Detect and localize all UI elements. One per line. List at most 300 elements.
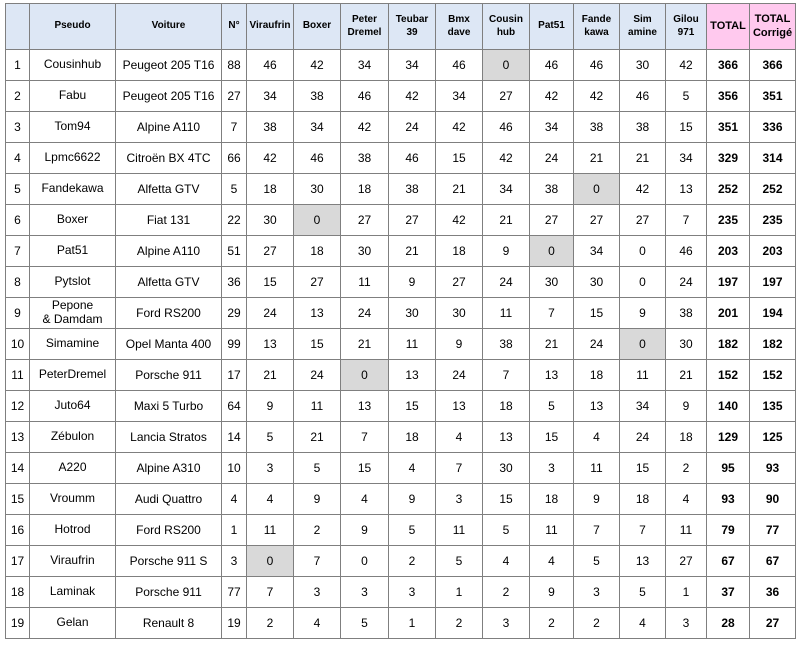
score-cell: 34 [620, 391, 666, 422]
score-cell: 4 [247, 484, 294, 515]
header-numero: N° [222, 4, 247, 50]
score-cell: 7 [483, 360, 530, 391]
score-cell: 1 [666, 577, 707, 608]
header-rank [6, 4, 30, 50]
total-corrige-cell: 77 [750, 515, 796, 546]
voiture-cell: Peugeot 205 T16 [116, 81, 222, 112]
total-corrige-cell: 252 [750, 174, 796, 205]
score-cell: 2 [294, 515, 341, 546]
table-body [6, 50, 796, 639]
score-cell: 30 [247, 205, 294, 236]
score-cell: 34 [666, 143, 707, 174]
score-cell: 3 [389, 577, 436, 608]
score-cell: 18 [620, 484, 666, 515]
score-cell: 11 [341, 267, 389, 298]
score-cell: 38 [389, 174, 436, 205]
score-cell: 11 [666, 515, 707, 546]
score-cell: 5 [666, 81, 707, 112]
score-cell: 42 [389, 81, 436, 112]
score-cell: 11 [389, 329, 436, 360]
total-corrige-cell: 36 [750, 577, 796, 608]
score-cell: 15 [530, 422, 574, 453]
table-row [6, 143, 796, 174]
score-cell: 2 [247, 608, 294, 639]
total-cell: 329 [707, 143, 750, 174]
pseudo-cell: Lpmc6622 [30, 143, 116, 174]
score-cell: 9 [247, 391, 294, 422]
total-corrige-cell: 203 [750, 236, 796, 267]
total-corrige-cell: 125 [750, 422, 796, 453]
pseudo-cell: Fabu [30, 81, 116, 112]
number-cell: 19 [222, 608, 247, 639]
number-cell: 10 [222, 453, 247, 484]
total-cell: 28 [707, 608, 750, 639]
score-cell: 21 [294, 422, 341, 453]
voiture-cell: Ford RS200 [116, 298, 222, 329]
voiture-cell: Maxi 5 Turbo [116, 391, 222, 422]
score-cell: 42 [294, 50, 341, 81]
score-cell: 5 [574, 546, 620, 577]
score-cell: 9 [389, 484, 436, 515]
score-cell: 7 [341, 422, 389, 453]
score-cell: 34 [341, 50, 389, 81]
score-cell: 0 [574, 174, 620, 205]
score-cell: 2 [389, 546, 436, 577]
number-cell: 29 [222, 298, 247, 329]
voiture-cell: Alpine A110 [116, 112, 222, 143]
score-cell: 24 [530, 143, 574, 174]
number-cell: 64 [222, 391, 247, 422]
rank-cell: 3 [6, 112, 30, 143]
number-cell: 22 [222, 205, 247, 236]
score-cell: 15 [247, 267, 294, 298]
voiture-cell: Alfetta GTV [116, 174, 222, 205]
header-gilou-971: Gilou 971 [666, 4, 707, 50]
total-cell: 366 [707, 50, 750, 81]
score-cell: 4 [436, 422, 483, 453]
number-cell: 66 [222, 143, 247, 174]
header-peter-dremel: Peter Dremel [341, 4, 389, 50]
score-cell: 46 [574, 50, 620, 81]
table-row [6, 81, 796, 112]
rank-cell: 12 [6, 391, 30, 422]
score-cell: 5 [620, 577, 666, 608]
score-cell: 24 [294, 360, 341, 391]
rank-cell: 4 [6, 143, 30, 174]
rank-cell: 7 [6, 236, 30, 267]
total-cell: 37 [707, 577, 750, 608]
score-cell: 7 [436, 453, 483, 484]
score-cell: 11 [436, 515, 483, 546]
score-cell: 30 [294, 174, 341, 205]
header-bmx-dave: Bmx dave [436, 4, 483, 50]
score-cell: 4 [389, 453, 436, 484]
score-cell: 38 [247, 112, 294, 143]
rank-cell: 2 [6, 81, 30, 112]
score-cell: 9 [574, 484, 620, 515]
score-cell: 42 [666, 50, 707, 81]
score-cell: 46 [294, 143, 341, 174]
score-cell: 18 [341, 174, 389, 205]
score-cell: 9 [620, 298, 666, 329]
score-cell: 27 [247, 236, 294, 267]
table-row [6, 577, 796, 608]
header-sim-amine: Sim amine [620, 4, 666, 50]
score-cell: 24 [483, 267, 530, 298]
voiture-cell: Alfetta GTV [116, 267, 222, 298]
score-cell: 1 [389, 608, 436, 639]
voiture-cell: Alpine A110 [116, 236, 222, 267]
score-cell: 46 [247, 50, 294, 81]
total-corrige-cell: 152 [750, 360, 796, 391]
score-cell: 7 [666, 205, 707, 236]
total-cell: 197 [707, 267, 750, 298]
score-cell: 13 [530, 360, 574, 391]
total-cell: 93 [707, 484, 750, 515]
score-cell: 24 [341, 298, 389, 329]
table-row [6, 329, 796, 360]
score-cell: 27 [341, 205, 389, 236]
score-cell: 46 [436, 50, 483, 81]
pseudo-cell: Pat51 [30, 236, 116, 267]
score-cell: 38 [574, 112, 620, 143]
score-cell: 0 [620, 236, 666, 267]
score-cell: 13 [483, 422, 530, 453]
score-cell: 0 [247, 546, 294, 577]
score-cell: 38 [530, 174, 574, 205]
total-corrige-cell: 182 [750, 329, 796, 360]
score-cell: 2 [666, 453, 707, 484]
score-cell: 0 [620, 267, 666, 298]
total-corrige-cell: 197 [750, 267, 796, 298]
score-cell: 15 [483, 484, 530, 515]
score-cell: 46 [620, 81, 666, 112]
score-cell: 4 [620, 608, 666, 639]
score-cell: 21 [530, 329, 574, 360]
score-cell: 11 [483, 298, 530, 329]
score-cell: 18 [436, 236, 483, 267]
number-cell: 51 [222, 236, 247, 267]
score-cell: 21 [247, 360, 294, 391]
score-cell: 13 [341, 391, 389, 422]
score-cell: 1 [436, 577, 483, 608]
table-row [6, 236, 796, 267]
header-total-corrige: TOTAL Corrigé [750, 4, 796, 50]
score-cell: 30 [666, 329, 707, 360]
score-cell: 3 [483, 608, 530, 639]
score-cell: 46 [483, 112, 530, 143]
score-cell: 5 [530, 391, 574, 422]
score-cell: 15 [666, 112, 707, 143]
table-row [6, 608, 796, 639]
score-cell: 11 [247, 515, 294, 546]
score-cell: 21 [666, 360, 707, 391]
total-cell: 182 [707, 329, 750, 360]
voiture-cell: Alpine A310 [116, 453, 222, 484]
number-cell: 1 [222, 515, 247, 546]
score-cell: 0 [530, 236, 574, 267]
voiture-cell: Lancia Stratos [116, 422, 222, 453]
total-corrige-cell: 235 [750, 205, 796, 236]
rank-cell: 14 [6, 453, 30, 484]
score-cell: 9 [294, 484, 341, 515]
score-cell: 0 [341, 546, 389, 577]
table-row [6, 205, 796, 236]
pseudo-cell: Gelan [30, 608, 116, 639]
score-cell: 38 [294, 81, 341, 112]
score-cell: 0 [341, 360, 389, 391]
score-cell: 18 [294, 236, 341, 267]
score-cell: 18 [483, 391, 530, 422]
header-teubar-39: Teubar 39 [389, 4, 436, 50]
total-cell: 203 [707, 236, 750, 267]
total-cell: 95 [707, 453, 750, 484]
table-row [6, 391, 796, 422]
rank-cell: 16 [6, 515, 30, 546]
score-cell: 3 [666, 608, 707, 639]
number-cell: 3 [222, 546, 247, 577]
score-cell: 30 [574, 267, 620, 298]
table-row [6, 174, 796, 205]
pseudo-cell: Viraufrin [30, 546, 116, 577]
pseudo-cell: Juto64 [30, 391, 116, 422]
header-total: TOTAL [707, 4, 750, 50]
score-cell: 15 [620, 453, 666, 484]
total-cell: 129 [707, 422, 750, 453]
table-row [6, 112, 796, 143]
score-cell: 42 [483, 143, 530, 174]
total-corrige-cell: 194 [750, 298, 796, 329]
score-cell: 38 [620, 112, 666, 143]
score-cell: 42 [341, 112, 389, 143]
voiture-cell: Peugeot 205 T16 [116, 50, 222, 81]
voiture-cell: Renault 8 [116, 608, 222, 639]
score-cell: 27 [483, 81, 530, 112]
rank-cell: 9 [6, 298, 30, 329]
score-cell: 42 [436, 112, 483, 143]
score-cell: 24 [574, 329, 620, 360]
header-viraufrin: Viraufrin [247, 4, 294, 50]
score-cell: 11 [620, 360, 666, 391]
total-corrige-cell: 314 [750, 143, 796, 174]
number-cell: 5 [222, 174, 247, 205]
score-cell: 13 [574, 391, 620, 422]
header-row [6, 4, 796, 50]
score-cell: 11 [530, 515, 574, 546]
number-cell: 14 [222, 422, 247, 453]
score-cell: 34 [436, 81, 483, 112]
total-cell: 79 [707, 515, 750, 546]
score-cell: 3 [530, 453, 574, 484]
table-row [6, 453, 796, 484]
score-cell: 3 [436, 484, 483, 515]
header-pseudo: Pseudo [30, 4, 116, 50]
score-cell: 4 [666, 484, 707, 515]
number-cell: 99 [222, 329, 247, 360]
pseudo-cell: Laminak [30, 577, 116, 608]
total-corrige-cell: 135 [750, 391, 796, 422]
score-cell: 5 [247, 422, 294, 453]
total-cell: 140 [707, 391, 750, 422]
score-cell: 21 [436, 174, 483, 205]
score-cell: 18 [247, 174, 294, 205]
voiture-cell: Opel Manta 400 [116, 329, 222, 360]
score-cell: 42 [574, 81, 620, 112]
score-cell: 7 [530, 298, 574, 329]
table-row [6, 360, 796, 391]
score-cell: 18 [389, 422, 436, 453]
number-cell: 4 [222, 484, 247, 515]
score-cell: 3 [294, 577, 341, 608]
score-cell: 34 [247, 81, 294, 112]
score-cell: 18 [530, 484, 574, 515]
voiture-cell: Ford RS200 [116, 515, 222, 546]
score-cell: 9 [341, 515, 389, 546]
score-cell: 34 [294, 112, 341, 143]
score-cell: 27 [620, 205, 666, 236]
score-cell: 3 [341, 577, 389, 608]
number-cell: 17 [222, 360, 247, 391]
score-cell: 15 [389, 391, 436, 422]
score-cell: 18 [574, 360, 620, 391]
score-cell: 3 [247, 453, 294, 484]
score-cell: 5 [436, 546, 483, 577]
score-cell: 27 [666, 546, 707, 577]
score-cell: 15 [574, 298, 620, 329]
score-cell: 21 [620, 143, 666, 174]
rank-cell: 17 [6, 546, 30, 577]
total-corrige-cell: 336 [750, 112, 796, 143]
pseudo-cell: Simamine [30, 329, 116, 360]
rank-cell: 6 [6, 205, 30, 236]
pseudo-cell: Tom94 [30, 112, 116, 143]
rank-cell: 8 [6, 267, 30, 298]
pseudo-cell: Hotrod [30, 515, 116, 546]
score-cell: 46 [666, 236, 707, 267]
total-corrige-cell: 366 [750, 50, 796, 81]
score-cell: 7 [574, 515, 620, 546]
voiture-cell: Porsche 911 [116, 577, 222, 608]
score-cell: 24 [620, 422, 666, 453]
score-cell: 11 [294, 391, 341, 422]
total-corrige-cell: 67 [750, 546, 796, 577]
number-cell: 27 [222, 81, 247, 112]
table-row [6, 515, 796, 546]
score-cell: 24 [436, 360, 483, 391]
table-header [6, 4, 796, 50]
score-cell: 9 [530, 577, 574, 608]
header-boxer: Boxer [294, 4, 341, 50]
score-cell: 5 [483, 515, 530, 546]
score-cell: 34 [389, 50, 436, 81]
total-corrige-cell: 27 [750, 608, 796, 639]
score-cell: 42 [247, 143, 294, 174]
table-row [6, 546, 796, 577]
score-cell: 2 [574, 608, 620, 639]
total-corrige-cell: 93 [750, 453, 796, 484]
voiture-cell: Audi Quattro [116, 484, 222, 515]
score-cell: 21 [483, 205, 530, 236]
pseudo-cell: Fandekawa [30, 174, 116, 205]
score-cell: 2 [436, 608, 483, 639]
score-cell: 30 [341, 236, 389, 267]
score-cell: 38 [666, 298, 707, 329]
score-cell: 13 [389, 360, 436, 391]
table-row [6, 267, 796, 298]
table-row [6, 484, 796, 515]
total-cell: 201 [707, 298, 750, 329]
score-cell: 21 [389, 236, 436, 267]
total-cell: 252 [707, 174, 750, 205]
header-cousin-hub: Cousin hub [483, 4, 530, 50]
pseudo-cell: Cousinhub [30, 50, 116, 81]
pseudo-cell: Vroumm [30, 484, 116, 515]
score-cell: 15 [436, 143, 483, 174]
score-cell: 27 [530, 205, 574, 236]
score-cell: 4 [530, 546, 574, 577]
score-cell: 9 [483, 236, 530, 267]
voiture-cell: Fiat 131 [116, 205, 222, 236]
score-cell: 2 [530, 608, 574, 639]
pseudo-cell: PeterDremel [30, 360, 116, 391]
score-cell: 11 [574, 453, 620, 484]
rank-cell: 1 [6, 50, 30, 81]
score-cell: 24 [666, 267, 707, 298]
score-cell: 30 [620, 50, 666, 81]
score-cell: 30 [483, 453, 530, 484]
score-cell: 7 [620, 515, 666, 546]
score-cell: 13 [247, 329, 294, 360]
rank-cell: 13 [6, 422, 30, 453]
score-cell: 42 [436, 205, 483, 236]
score-cell: 4 [341, 484, 389, 515]
score-cell: 7 [294, 546, 341, 577]
score-cell: 9 [436, 329, 483, 360]
total-cell: 235 [707, 205, 750, 236]
score-cell: 38 [483, 329, 530, 360]
table-row [6, 50, 796, 81]
score-cell: 0 [483, 50, 530, 81]
score-cell: 34 [574, 236, 620, 267]
score-cell: 34 [530, 112, 574, 143]
score-cell: 7 [247, 577, 294, 608]
score-cell: 30 [530, 267, 574, 298]
score-cell: 13 [436, 391, 483, 422]
score-cell: 4 [574, 422, 620, 453]
total-corrige-cell: 351 [750, 81, 796, 112]
results-table [5, 3, 796, 639]
number-cell: 77 [222, 577, 247, 608]
rank-cell: 18 [6, 577, 30, 608]
score-cell: 0 [294, 205, 341, 236]
pseudo-cell: Pepone & Damdam [30, 298, 116, 329]
total-cell: 152 [707, 360, 750, 391]
pseudo-cell: Zébulon [30, 422, 116, 453]
rank-cell: 15 [6, 484, 30, 515]
rank-cell: 5 [6, 174, 30, 205]
score-cell: 38 [341, 143, 389, 174]
header-fande-kawa: Fande kawa [574, 4, 620, 50]
table-row [6, 298, 796, 329]
score-cell: 13 [666, 174, 707, 205]
pseudo-cell: Pytslot [30, 267, 116, 298]
number-cell: 7 [222, 112, 247, 143]
score-cell: 5 [294, 453, 341, 484]
score-cell: 13 [294, 298, 341, 329]
score-cell: 46 [530, 50, 574, 81]
table-row [6, 422, 796, 453]
score-cell: 2 [483, 577, 530, 608]
